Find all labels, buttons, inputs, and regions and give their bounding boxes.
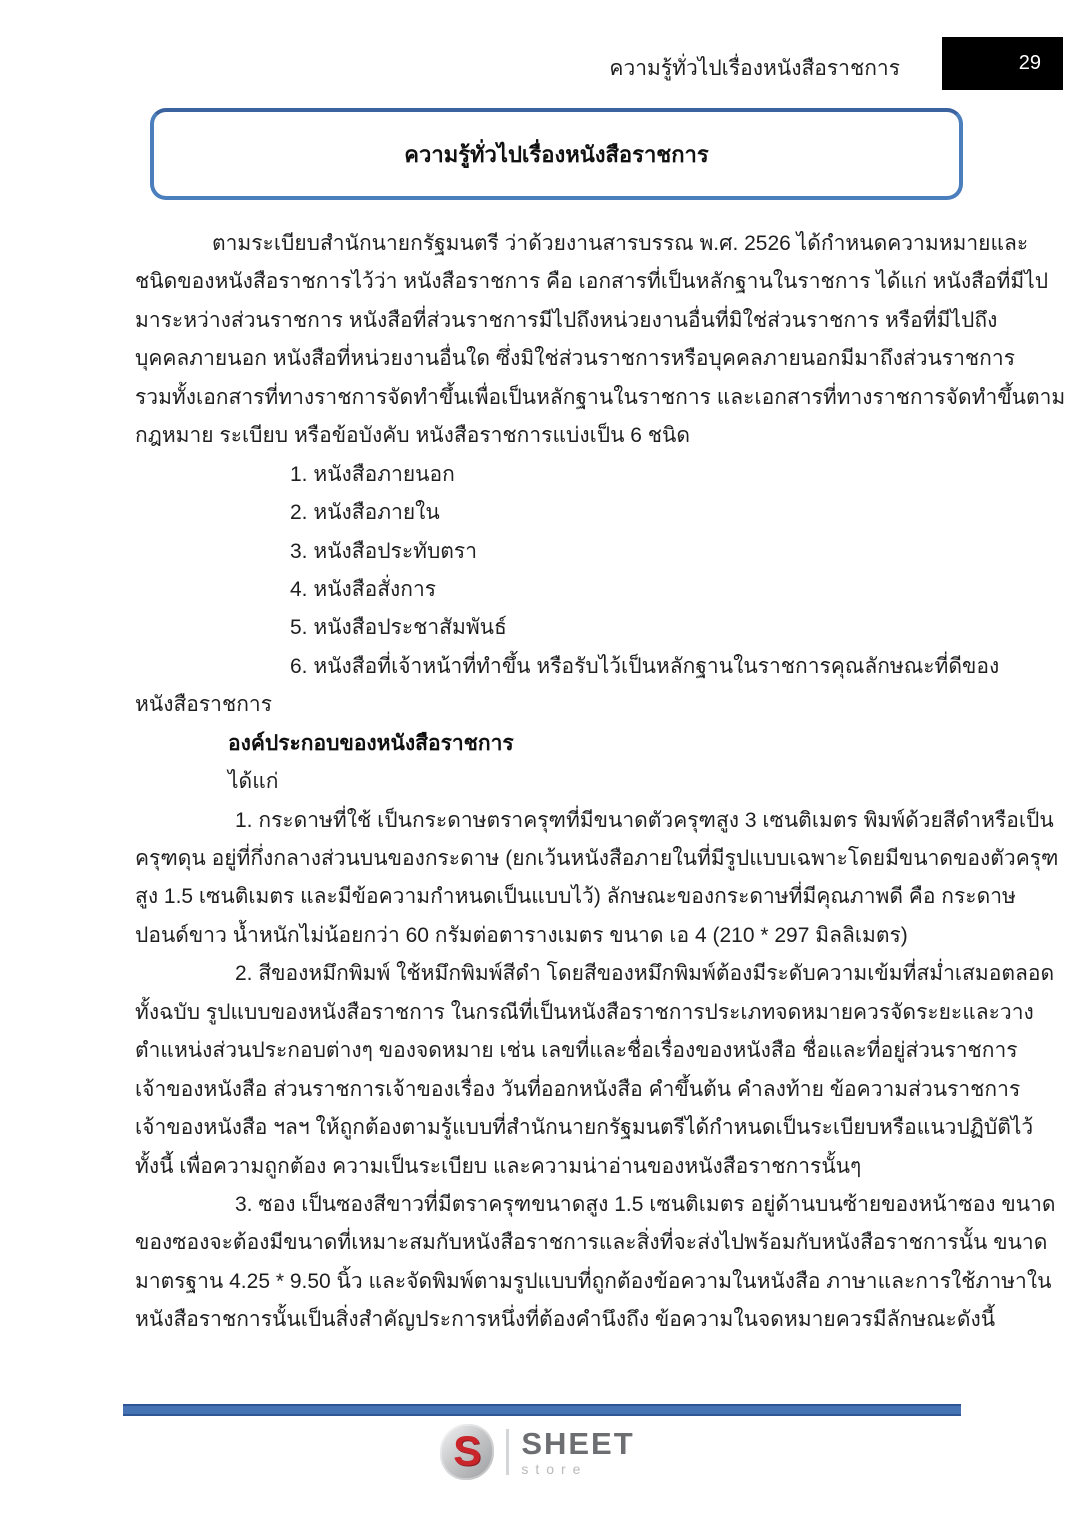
page-number-badge xyxy=(942,37,1063,90)
body-text-line: สูง 1.5 เซนติเมตร และมีข้อความกำหนดเป็นแบบไว้) ลักษณะของกระดาษที่มีคุณภาพดี คือ กระดาษ xyxy=(135,885,1016,909)
body-text-line: 2. สีของหมึกพิมพ์ ใช้หมึกพิมพ์สีดำ โดยสีของหมึกพิมพ์ต้องมีระดับความเข้มที่สม่ำเสมอตลอด xyxy=(235,962,1055,986)
body-text-line: ปอนด์ขาว น้ำหนักไม่น้อยกว่า 60 กรัมต่อตารางเมตร ขนาด เอ 4 (210 * 297 มิลลิเมตร) xyxy=(135,923,908,947)
page-number: 29 xyxy=(1018,52,1041,74)
body-text-line: มาระหว่างส่วนราชการ หนังสือที่ส่วนราชการมีไปถึงหน่วยงานอื่นที่มิใช่ส่วนราชการ หรือที่มีไปถึง xyxy=(135,308,998,332)
body-text-line: บุคคลภายนอก หนังสือที่หน่วยงานอื่นใด ซึ่งมิใช่ส่วนราชการหรือบุคคลภายนอกมีมาถึงส่วนราชการ xyxy=(135,347,1015,371)
body-text-line: 2. หนังสือภายใน xyxy=(290,501,440,525)
logo-wordmark xyxy=(521,1425,635,1477)
running-header-title: ความรู้ทั่วไปเรื่องหนังสือราชการ xyxy=(609,57,900,80)
body-text-line: ครุฑดุน อยู่ที่กึ่งกลางส่วนบนของกระดาษ (ยกเว้นหนังสือภายในที่มีรูปแบบเฉพาะโดยมีขนาดของตัวครุฑ xyxy=(135,847,1059,870)
logo-name-text: SHEET xyxy=(521,1425,635,1461)
footer-divider-rule xyxy=(123,1404,961,1416)
body-text-line: ตำแหน่งส่วนประกอบต่างๆ ของจดหมาย เช่น เลขที่และชื่อเรื่องของหนังสือ ชื่อและที่อยู่ส่วนราชการ xyxy=(135,1039,1018,1063)
sheet-store-logo-icon xyxy=(440,1424,494,1480)
body-text-line: ตามระเบียบสำนักนายกรัฐมนตรี ว่าด้วยงานสารบรรณ พ.ศ. 2526 ได้กำหนดความหมายและ xyxy=(212,232,1029,255)
body-text-line: 5. หนังสือประชาสัมพันธ์ xyxy=(290,616,507,640)
body-text-line: 3. ซอง เป็นซองสีขาวที่มีตราครุฑขนาดสูง 1.5 เซนติเมตร อยู่ด้านบนซ้ายของหน้าซอง ขนาด xyxy=(235,1192,1056,1216)
logo-divider xyxy=(506,1429,509,1475)
body-text-line: ได้แก่ xyxy=(228,770,279,794)
logo-letter: S xyxy=(453,1427,482,1474)
body-text-line: มาตรฐาน 4.25 * 9.50 นิ้ว และจัดพิมพ์ตามรูปแบบที่ถูกต้องข้อความในหนังสือ ภาษาและการใช้ภาษาใน xyxy=(135,1269,1052,1293)
body-text-line: รวมทั้งเอกสารที่ทางราชการจัดทำขึ้นเพื่อเป็นหลักฐานในราชการ และเอกสารที่ทางราชการจัดทำขึ้นตาม xyxy=(135,385,1066,409)
body-text-line: เจ้าของหนังสือ ส่วนราชการเจ้าของเรื่อง วันที่ออกหนังสือ คำขึ้นต้น คำลงท้าย ข้อความส่วนราชการ xyxy=(135,1077,1021,1101)
footer-logo xyxy=(0,1424,1075,1480)
body-text-line: องค์ประกอบของหนังสือราชการ xyxy=(228,731,514,755)
page-title: ความรู้ทั่วไปเรื่องหนังสือราชการ xyxy=(404,141,709,167)
body-text-line: 6. หนังสือที่เจ้าหน้าที่ทำขึ้น หรือรับไว้เป็นหลักฐานในราชการคุณลักษณะที่ดีของ xyxy=(290,654,1000,678)
body-text-line: 4. หนังสือสั่งการ xyxy=(290,577,437,601)
body-text-line: ชนิดของหนังสือราชการไว้ว่า หนังสือราชการ คือ เอกสารที่เป็นหลักฐานในราชการ ได้แก่ หนังสือที่มีไป xyxy=(135,270,1049,294)
title-box xyxy=(150,108,963,200)
body-text-block xyxy=(135,225,1066,1340)
body-text-line: เจ้าของหนังสือ ฯลฯ ให้ถูกต้องตามรู้แบบที่สำนักนายกรัฐมนตรีได้กำหนดเป็นระเบียบหรือแนวปฏิบัติไว้ xyxy=(135,1116,1034,1140)
body-text-line: กฎหมาย ระเบียบ หรือข้อบังคับ หนังสือราชการแบ่งเป็น 6 ชนิด xyxy=(135,424,691,448)
body-text-line: ทั้งนี้ เพื่อความถูกต้อง ความเป็นระเบียบ และความน่าอ่านของหนังสือราชการนั้นๆ xyxy=(135,1154,862,1178)
body-text-line: หนังสือราชการ xyxy=(135,693,272,717)
body-text-line: 1. หนังสือภายนอก xyxy=(290,462,455,486)
body-text-line: ทั้งฉบับ รูปแบบของหนังสือราชการ ในกรณีที่เป็นหนังสือราชการประเภทจดหมายควรจัดระยะและวาง xyxy=(135,1000,1034,1024)
body-text-line: ของซองจะต้องมีขนาดที่เหมาะสมกับหนังสือราชการและสิ่งที่จะส่งไปพร้อมกับหนังสือราชการนั้น ขนาด xyxy=(135,1231,1048,1255)
body-text-line: 1. กระดาษที่ใช้ เป็นกระดาษตราครุฑที่มีขนาดตัวครุฑสูง 3 เซนติเมตร พิมพ์ด้วยสีดำหรือเป็น xyxy=(235,808,1054,832)
body-text-line: หนังสือราชการนั้นเป็นสิ่งสำคัญประการหนึ่งที่ต้องคำนึงถึง ข้อความในจดหมายควรมีลักษณะดังนี้ xyxy=(135,1308,996,1332)
body-text-line: 3. หนังสือประทับตรา xyxy=(290,539,478,563)
logo-subtitle-text: store xyxy=(521,1460,588,1477)
